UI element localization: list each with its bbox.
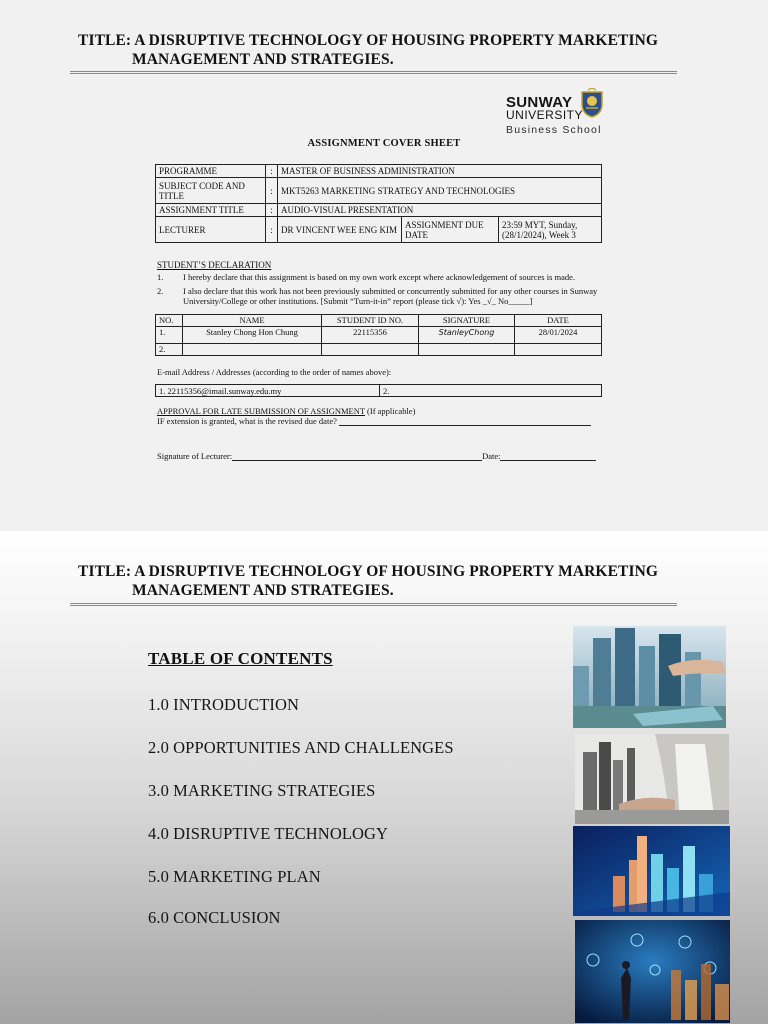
late-submission-approval bbox=[157, 406, 607, 426]
student-declaration bbox=[157, 260, 617, 306]
slide-title bbox=[78, 31, 698, 69]
email-first: 1. 22115356@imail.sunway.edu.my bbox=[159, 386, 282, 396]
lecturer-signature-line bbox=[232, 460, 482, 461]
date-label: Date: bbox=[482, 451, 501, 461]
declaration-text: I hereby declare that this assignment is based on my own work except where acknowledgement of sources is made. bbox=[183, 272, 576, 282]
student-date bbox=[515, 344, 602, 356]
column-header: NO. bbox=[156, 315, 183, 327]
business-city-image bbox=[575, 734, 729, 824]
declaration-number: 1. bbox=[157, 272, 164, 282]
title-line-2: MANAGEMENT AND STRATEGIES. bbox=[132, 51, 394, 68]
table-row bbox=[156, 204, 602, 217]
approval-heading: APPROVAL FOR LATE SUBMISSION OF ASSIGNMENT bbox=[157, 406, 365, 416]
table-header-row bbox=[156, 315, 602, 327]
title-line-2: MANAGEMENT AND STRATEGIES. bbox=[132, 582, 394, 599]
toc-item: 5.0 MARKETING PLAN bbox=[148, 867, 321, 886]
crest-icon bbox=[580, 88, 604, 118]
lecturer-signature-label: Signature of Lecturer: bbox=[157, 451, 233, 461]
table-of-contents-slide bbox=[0, 531, 768, 1024]
student-signature bbox=[419, 344, 515, 356]
colon: : bbox=[266, 217, 278, 243]
table-row bbox=[156, 217, 602, 243]
cover-sheet-heading: ASSIGNMENT COVER SHEET bbox=[307, 138, 461, 149]
programme-label: PROGRAMME bbox=[156, 165, 266, 178]
toc-heading: TABLE OF CONTENTS bbox=[148, 649, 333, 668]
student-name bbox=[183, 344, 322, 356]
student-date: 28/01/2024 bbox=[515, 327, 602, 344]
title-line-1: TITLE: A DISRUPTIVE TECHNOLOGY OF HOUSING PROPERTY MARKETING bbox=[78, 32, 659, 49]
approval-note: (If applicable) bbox=[364, 406, 416, 416]
futuristic-city-image bbox=[575, 920, 730, 1023]
due-date-label: ASSIGNMENT DUE DATE bbox=[402, 217, 499, 243]
toc-item: 2.0 OPPORTUNITIES AND CHALLENGES bbox=[148, 738, 454, 757]
city-hand-image bbox=[573, 626, 726, 728]
lecturer-signature-row bbox=[157, 451, 596, 461]
subject-value: MKT5263 MARKETING STRATEGY AND TECHNOLOGIES bbox=[278, 178, 602, 204]
assignment-title-value: AUDIO-VISUAL PRESENTATION bbox=[278, 204, 602, 217]
table-row bbox=[156, 178, 602, 204]
email-divider bbox=[379, 385, 380, 396]
student-id: 22115356 bbox=[322, 327, 419, 344]
declaration-heading: STUDENT’S DECLARATION bbox=[157, 260, 272, 270]
subject-label: SUBJECT CODE AND TITLE bbox=[156, 178, 266, 204]
student-no: 1. bbox=[156, 327, 183, 344]
lecturer-value: DR VINCENT WEE ENG KIM bbox=[278, 217, 402, 243]
programme-value: MASTER OF BUSINESS ADMINISTRATION bbox=[278, 165, 602, 178]
title-divider bbox=[70, 71, 677, 74]
colon: : bbox=[266, 204, 278, 217]
revised-date-line bbox=[339, 425, 591, 426]
lecturer-label: LECTURER bbox=[156, 217, 266, 243]
table-row bbox=[156, 327, 602, 344]
table-row bbox=[156, 344, 602, 356]
approval-question: IF extension is granted, what is the revised due date? bbox=[157, 416, 337, 426]
assignment-title-label: ASSIGNMENT TITLE bbox=[156, 204, 266, 217]
student-table bbox=[155, 314, 602, 356]
column-header: NAME bbox=[183, 315, 322, 327]
toc-item: 3.0 MARKETING STRATEGIES bbox=[148, 781, 376, 800]
assignment-info-table bbox=[155, 164, 602, 243]
colon: : bbox=[266, 165, 278, 178]
student-name: Stanley Chong Hon Chung bbox=[183, 327, 322, 344]
title-divider bbox=[70, 603, 677, 606]
date-line bbox=[500, 460, 596, 461]
city-graph-image bbox=[573, 826, 730, 916]
student-signature: StanleyChong bbox=[419, 327, 515, 344]
logo-word-business-school: Business School bbox=[506, 124, 602, 136]
student-id bbox=[322, 344, 419, 356]
declaration-item bbox=[157, 286, 617, 306]
colon: : bbox=[266, 178, 278, 204]
declaration-item bbox=[157, 272, 617, 282]
email-box bbox=[155, 384, 602, 397]
slide-title bbox=[78, 562, 698, 600]
title-line-1: TITLE: A DISRUPTIVE TECHNOLOGY OF HOUSING PROPERTY MARKETING bbox=[78, 563, 659, 580]
sunway-logo bbox=[506, 88, 606, 138]
email-label: E-mail Address / Addresses (according to the order of names above): bbox=[157, 367, 392, 377]
student-no: 2. bbox=[156, 344, 183, 356]
column-header: SIGNATURE bbox=[419, 315, 515, 327]
toc-item: 6.0 CONCLUSION bbox=[148, 908, 281, 927]
column-header: DATE bbox=[515, 315, 602, 327]
toc-item: 1.0 INTRODUCTION bbox=[148, 695, 300, 714]
logo-word-sunway: SUNWAY bbox=[506, 94, 573, 111]
table-row bbox=[156, 165, 602, 178]
declaration-number: 2. bbox=[157, 286, 164, 296]
toc-item: 4.0 DISRUPTIVE TECHNOLOGY bbox=[148, 824, 389, 843]
email-second: 2. bbox=[383, 386, 390, 396]
declaration-text: I also declare that this work has not been previously submitted or concurrently submitted for any other courses in Sunway University/College or other institutions. [Submit “Turn-it-in” report (please tick √): Yes _√_ No_____] bbox=[183, 286, 598, 306]
due-date-value: 23:59 MYT, Sunday, (28/1/2024), Week 3 bbox=[499, 217, 602, 243]
logo-word-university: UNIVERSITY bbox=[506, 108, 584, 122]
column-header: STUDENT ID NO. bbox=[322, 315, 419, 327]
